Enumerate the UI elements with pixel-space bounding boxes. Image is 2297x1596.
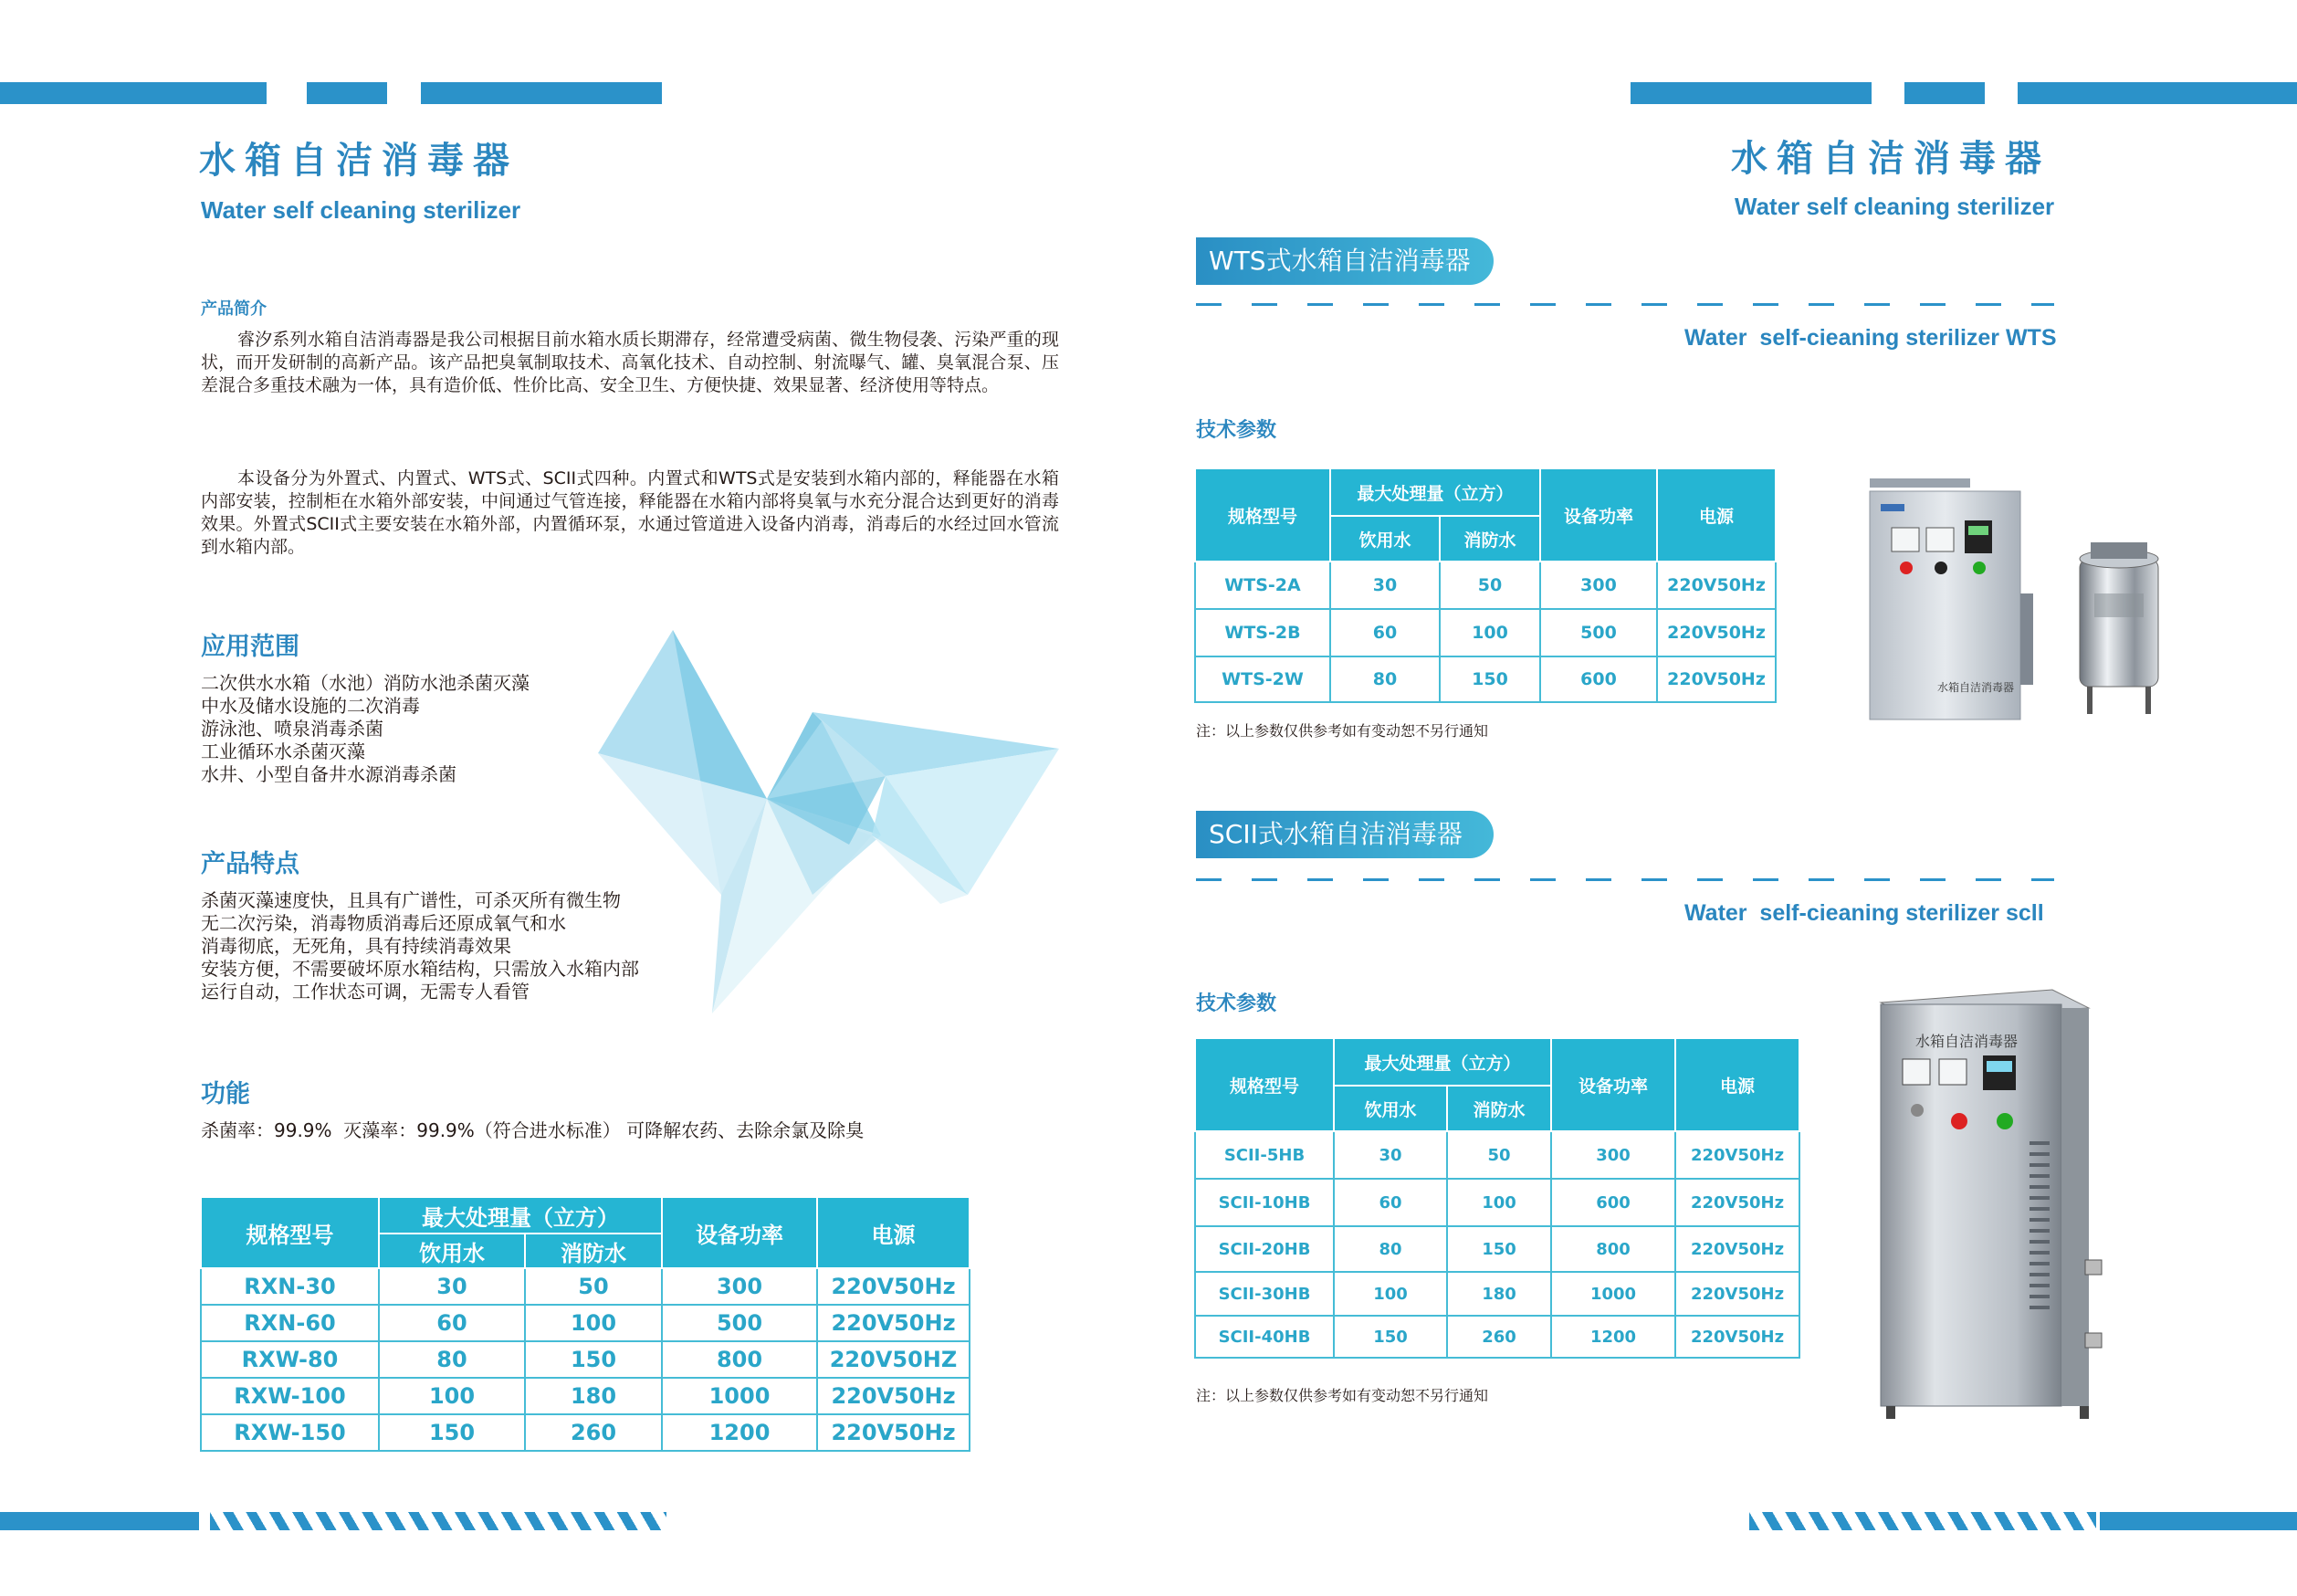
cell-power: 1200 xyxy=(662,1414,817,1451)
cell-fire: 50 xyxy=(1440,562,1540,609)
function-text: 杀菌率：99.9% 灭藻率：99.9%（符合进水标准） 可降解农药、去除余氯及除臭 xyxy=(201,1119,865,1141)
cell-model: SCII-10HB xyxy=(1195,1179,1334,1226)
table-row xyxy=(1195,609,1776,656)
cell-drinking: 60 xyxy=(1330,609,1440,656)
cell-drinking: 150 xyxy=(379,1414,525,1451)
intro-paragraph-2: 本设备分为外置式、内置式、WTS式、SCII式四种。内置式和WTS式是安装到水箱内部的，释能器在水箱内部安装，控制柜在水箱外部安装，中间通过气管连接，释能器在水箱内部将臭氧与水充分混合达到更好的消毒效果。外置式SCII式主要安装在水箱外部，内置循环泵，水通过管道进入设备内消毒，消毒后的水经过回水管流到水箱内部。 xyxy=(201,468,1059,557)
bottom-bar-right xyxy=(2100,1512,2297,1530)
wts-device-image xyxy=(1862,475,2246,721)
cell-drinking: 30 xyxy=(379,1268,525,1305)
table-row xyxy=(201,1378,970,1414)
cell-fire: 150 xyxy=(525,1341,662,1378)
cell-model: RXW-80 xyxy=(201,1341,379,1378)
cell-supply: 220V50Hz xyxy=(1675,1272,1799,1316)
scope-item: 游泳池、喷泉消毒杀菌 xyxy=(201,718,383,740)
cell-model: WTS-2B xyxy=(1195,609,1330,656)
cell-supply: 220V50Hz xyxy=(817,1414,970,1451)
intro-heading: 产品简介 xyxy=(201,299,267,319)
cell-drinking: 80 xyxy=(1334,1226,1447,1272)
cell-model: SCII-30HB xyxy=(1195,1272,1334,1316)
wts-device-label: 水箱自洁消毒器 xyxy=(1937,681,2015,694)
cell-fire: 100 xyxy=(1440,609,1540,656)
table-row xyxy=(1195,1179,1799,1226)
cell-supply: 220V50Hz xyxy=(817,1268,970,1305)
header-max-capacity: 最大处理量（立方） xyxy=(1330,468,1540,516)
header-power: 设备功率 xyxy=(662,1197,817,1268)
cell-supply: 220V50Hz xyxy=(1675,1131,1799,1179)
cell-model: RXW-150 xyxy=(201,1414,379,1451)
scii-params-heading: 技术参数 xyxy=(1196,992,1277,1015)
cell-fire: 50 xyxy=(1447,1131,1551,1179)
cell-model: WTS-2W xyxy=(1195,656,1330,702)
cell-supply: 220V50Hz xyxy=(1657,656,1776,702)
cell-power: 500 xyxy=(1540,609,1657,656)
top-bar-right-1 xyxy=(1631,82,1872,104)
scope-list xyxy=(201,672,530,786)
cell-fire: 150 xyxy=(1440,656,1540,702)
top-bar-left-3 xyxy=(421,82,662,104)
feature-item: 杀菌灭藻速度快，且具有广谱性，可杀灭所有微生物 xyxy=(201,889,621,911)
left-title-en: Water self cleaning sterilizer xyxy=(201,196,521,224)
cell-power: 300 xyxy=(662,1268,817,1305)
header-power: 设备功率 xyxy=(1551,1038,1675,1131)
wts-params-heading: 技术参数 xyxy=(1196,419,1277,442)
cell-supply: 220V50Hz xyxy=(1675,1179,1799,1226)
feature-item: 安装方便，不需要破坏原水箱结构，只需放入水箱内部 xyxy=(201,958,639,980)
cell-model: WTS-2A xyxy=(1195,562,1330,609)
table-row xyxy=(201,1341,970,1378)
function-heading: 功能 xyxy=(201,1080,250,1108)
cell-power: 1200 xyxy=(1551,1316,1675,1358)
cell-supply: 220V50Hz xyxy=(817,1378,970,1414)
cell-supply: 220V50Hz xyxy=(1657,562,1776,609)
header-supply: 电源 xyxy=(1657,468,1776,562)
header-drinking-water: 饮用水 xyxy=(379,1234,525,1268)
cell-fire: 150 xyxy=(1447,1226,1551,1272)
crystal-decoration xyxy=(584,621,1077,1023)
feature-item: 运行自动，工作状态可调，无需专人看管 xyxy=(201,981,530,1003)
scii-device-label: 水箱自洁消毒器 xyxy=(1915,1033,2019,1050)
header-model: 规格型号 xyxy=(1195,468,1330,562)
right-title-cn: 水箱自洁消毒器 xyxy=(1731,138,2051,180)
header-max-capacity: 最大处理量（立方） xyxy=(379,1197,662,1234)
table-row xyxy=(201,1268,970,1305)
table-row xyxy=(1195,1272,1799,1316)
cell-drinking: 30 xyxy=(1330,562,1440,609)
table-row xyxy=(201,1414,970,1451)
header-drinking-water: 饮用水 xyxy=(1334,1086,1447,1131)
table-row xyxy=(1195,1131,1799,1179)
cell-supply: 220V50HZ xyxy=(817,1341,970,1378)
cell-fire: 260 xyxy=(1447,1316,1551,1358)
header-max-capacity: 最大处理量（立方） xyxy=(1334,1038,1551,1086)
cell-model: RXN-30 xyxy=(201,1268,379,1305)
cell-power: 500 xyxy=(662,1305,817,1341)
cell-power: 600 xyxy=(1551,1179,1675,1226)
wts-section-pill: WTS式水箱自洁消毒器 xyxy=(1196,237,1494,285)
wts-dashed-divider xyxy=(1196,303,2054,306)
cell-supply: 220V50Hz xyxy=(817,1305,970,1341)
table-row xyxy=(1195,1316,1799,1358)
cell-drinking: 80 xyxy=(379,1341,525,1378)
right-title-en: Water self cleaning sterilizer xyxy=(1735,193,2055,220)
wts-title-en: Water self-cieaning sterilizer WTS xyxy=(1684,325,2057,351)
cell-power: 300 xyxy=(1540,562,1657,609)
bottom-bar-left xyxy=(0,1512,199,1530)
left-title-cn: 水箱自洁消毒器 xyxy=(199,140,519,182)
left-spec-table xyxy=(200,1196,970,1452)
scii-dashed-divider xyxy=(1196,878,2054,881)
intro-paragraph-1: 睿汐系列水箱自洁消毒器是我公司根据目前水箱水质长期滞存，经常遭受病菌、微生物侵袭、污染严重的现状，而开发研制的高新产品。该产品把臭氧制取技术、高氧化技术、自动控制、射流曝气、罐、臭氧混合泵、压差混合多重技术融为一体，具有造价低、性价比高、安全卫生、方便快捷、效果显著、经济使用等特点。 xyxy=(201,330,1059,395)
cell-power: 300 xyxy=(1551,1131,1675,1179)
cell-model: SCII-5HB xyxy=(1195,1131,1334,1179)
cell-power: 800 xyxy=(1551,1226,1675,1272)
header-fire-water: 消防水 xyxy=(525,1234,662,1268)
cell-drinking: 30 xyxy=(1334,1131,1447,1179)
cell-power: 1000 xyxy=(1551,1272,1675,1316)
scii-section-pill: SCII式水箱自洁消毒器 xyxy=(1196,811,1494,858)
header-supply: 电源 xyxy=(817,1197,970,1268)
cell-fire: 50 xyxy=(525,1268,662,1305)
scii-note: 注：以上参数仅供参考如有变动恕不另行通知 xyxy=(1196,1387,1489,1404)
cell-fire: 100 xyxy=(1447,1179,1551,1226)
cell-model: SCII-20HB xyxy=(1195,1226,1334,1272)
table-row xyxy=(1195,656,1776,702)
header-power: 设备功率 xyxy=(1540,468,1657,562)
cell-drinking: 100 xyxy=(379,1378,525,1414)
header-fire-water: 消防水 xyxy=(1440,516,1540,562)
header-supply: 电源 xyxy=(1675,1038,1799,1131)
scope-heading: 应用范围 xyxy=(201,633,299,661)
cell-supply: 220V50Hz xyxy=(1657,609,1776,656)
cell-supply: 220V50Hz xyxy=(1675,1316,1799,1358)
cell-supply: 220V50Hz xyxy=(1675,1226,1799,1272)
bottom-stripes-right xyxy=(1749,1512,2096,1530)
top-bar-left-1 xyxy=(0,82,267,104)
feature-item: 无二次污染，消毒物质消毒后还原成氧气和水 xyxy=(201,912,566,934)
scii-spec-table xyxy=(1194,1037,1800,1359)
scope-item: 工业循环水杀菌灭藻 xyxy=(201,740,365,762)
cell-drinking: 80 xyxy=(1330,656,1440,702)
scii-device-image xyxy=(1870,986,2107,1424)
cell-drinking: 100 xyxy=(1334,1272,1447,1316)
scii-title-en: Water self-cieaning sterilizer scll xyxy=(1684,900,2044,926)
top-bar-left-2 xyxy=(307,82,387,104)
cell-power: 1000 xyxy=(662,1378,817,1414)
scope-item: 二次供水水箱（水池）消防水池杀菌灭藻 xyxy=(201,672,530,694)
wts-spec-table xyxy=(1194,467,1777,703)
scope-item: 水井、小型自备井水源消毒杀菌 xyxy=(201,763,456,785)
cell-fire: 180 xyxy=(1447,1272,1551,1316)
cell-fire: 180 xyxy=(525,1378,662,1414)
header-drinking-water: 饮用水 xyxy=(1330,516,1440,562)
header-fire-water: 消防水 xyxy=(1447,1086,1551,1131)
features-list xyxy=(201,889,639,1003)
cell-drinking: 60 xyxy=(379,1305,525,1341)
cell-power: 800 xyxy=(662,1341,817,1378)
cell-drinking: 60 xyxy=(1334,1179,1447,1226)
feature-item: 消毒彻底，无死角，具有持续消毒效果 xyxy=(201,935,511,957)
cell-model: RXN-60 xyxy=(201,1305,379,1341)
features-heading: 产品特点 xyxy=(201,850,299,878)
cell-model: SCII-40HB xyxy=(1195,1316,1334,1358)
table-row xyxy=(1195,1226,1799,1272)
cell-drinking: 150 xyxy=(1334,1316,1447,1358)
header-model: 规格型号 xyxy=(201,1197,379,1268)
cell-fire: 100 xyxy=(525,1305,662,1341)
wts-note: 注：以上参数仅供参考如有变动恕不另行通知 xyxy=(1196,722,1489,740)
scope-item: 中水及储水设施的二次消毒 xyxy=(201,695,420,717)
header-model: 规格型号 xyxy=(1195,1038,1334,1131)
table-row xyxy=(201,1305,970,1341)
cell-model: RXW-100 xyxy=(201,1378,379,1414)
cell-power: 600 xyxy=(1540,656,1657,702)
table-row xyxy=(1195,562,1776,609)
top-bar-right-3 xyxy=(2018,82,2297,104)
cell-fire: 260 xyxy=(525,1414,662,1451)
bottom-stripes-left xyxy=(210,1512,666,1530)
top-bar-right-2 xyxy=(1904,82,1985,104)
